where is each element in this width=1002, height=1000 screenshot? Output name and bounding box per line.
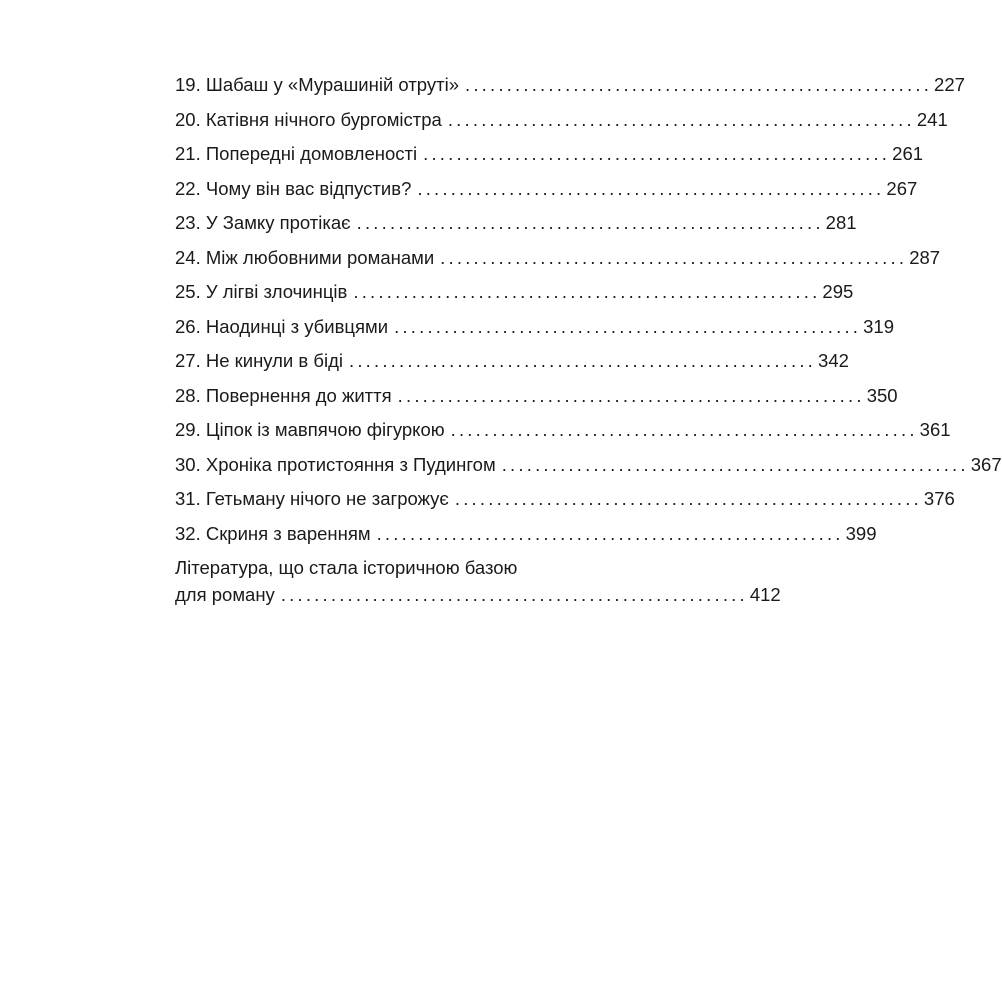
toc-entry-title: 19. Шабаш у «Мурашиній отруті» bbox=[175, 74, 459, 95]
toc-entry-title: 30. Хроніка протистояння з Пудингом bbox=[175, 453, 496, 475]
toc-leader-dots: ........................................................ bbox=[397, 384, 865, 406]
toc-entry bbox=[175, 482, 955, 517]
toc-entry-title: 29. Ціпок із мавпячою фігуркою bbox=[175, 419, 445, 440]
toc-leader-dots: ........................................................ bbox=[376, 522, 844, 544]
toc-entry bbox=[175, 310, 895, 345]
toc-entry bbox=[175, 344, 849, 379]
toc-entry-title: 31. Гетьману нічого не загрожує bbox=[175, 488, 449, 509]
toc-entry bbox=[175, 103, 948, 138]
toc-entry-title: 27. Не кинули в біді bbox=[175, 350, 343, 371]
toc-leader-dots: ........................................................ bbox=[353, 281, 821, 302]
toc-leader-dots: ........................................................ bbox=[454, 488, 922, 509]
table-of-contents bbox=[175, 68, 1002, 608]
toc-leader-dots: ........................................................ bbox=[417, 177, 885, 199]
toc-leader-dots: ........................................................ bbox=[450, 419, 918, 440]
toc-leader-dots: ........................................................ bbox=[465, 74, 933, 95]
toc-entry-page: 342 bbox=[818, 350, 849, 371]
toc-entry-page: 281 bbox=[825, 212, 857, 233]
toc-entry-title: 23. У Замку протікає bbox=[175, 212, 351, 233]
toc-entry-page: 227 bbox=[934, 74, 965, 95]
toc-entry-title: 28. Повернення до життя bbox=[175, 384, 392, 406]
toc-entry-page: 287 bbox=[909, 246, 941, 268]
toc-entry-title: 22. Чому він вас відпустив? bbox=[175, 177, 412, 199]
toc-entry-page: 319 bbox=[863, 315, 895, 337]
toc-entry bbox=[175, 137, 924, 172]
toc-entry-title: 21. Попередні домовленості bbox=[175, 143, 418, 164]
toc-entry-page: 412 bbox=[749, 584, 781, 605]
toc-entry-title: 25. У лігві злочинців bbox=[175, 281, 348, 302]
toc-leader-dots: ........................................................ bbox=[348, 350, 817, 371]
toc-entry-page: 399 bbox=[845, 522, 877, 544]
toc-entry-literature bbox=[175, 554, 781, 608]
toc-entry bbox=[175, 517, 877, 552]
toc-leader-dots: ........................................................ bbox=[280, 584, 748, 605]
toc-entry-title-line1: Література, що стала історичною базою bbox=[175, 557, 518, 578]
toc-entry-title: 32. Скриня з варенням bbox=[175, 522, 371, 544]
toc-entry-title: 20. Катівня нічного бургомістра bbox=[175, 108, 442, 130]
toc-entry-title: 26. Наодинці з убивцями bbox=[175, 315, 389, 337]
toc-leader-dots: ........................................................ bbox=[394, 315, 862, 337]
toc-entry-page: 376 bbox=[923, 488, 955, 509]
toc-leader-dots: ........................................................ bbox=[423, 143, 891, 164]
toc-entry-page: 261 bbox=[892, 143, 924, 164]
toc-entry bbox=[175, 275, 854, 310]
toc-entry-page: 350 bbox=[866, 384, 898, 406]
toc-entry bbox=[175, 206, 857, 241]
toc-entry-page: 367 bbox=[970, 453, 1002, 475]
toc-entry-title: 24. Між любовними романами bbox=[175, 246, 435, 268]
toc-entry bbox=[175, 448, 1002, 483]
toc-entry bbox=[175, 68, 965, 103]
toc-entry-line2 bbox=[175, 581, 781, 608]
toc-leader-dots: ........................................................ bbox=[356, 212, 824, 233]
toc-leader-dots: ........................................................ bbox=[440, 246, 908, 268]
toc-entry bbox=[175, 413, 951, 448]
toc-entry-page: 241 bbox=[916, 108, 948, 130]
toc-entry bbox=[175, 172, 918, 207]
toc-entry-title-line2: для роману bbox=[175, 584, 275, 605]
toc-entry-page: 295 bbox=[822, 281, 854, 302]
toc-entry-page: 267 bbox=[886, 177, 918, 199]
toc-entry bbox=[175, 241, 941, 276]
toc-entry bbox=[175, 379, 898, 414]
toc-leader-dots: ........................................................ bbox=[447, 108, 915, 130]
toc-entry-page: 361 bbox=[919, 419, 951, 440]
toc-leader-dots: ........................................................ bbox=[501, 453, 969, 475]
